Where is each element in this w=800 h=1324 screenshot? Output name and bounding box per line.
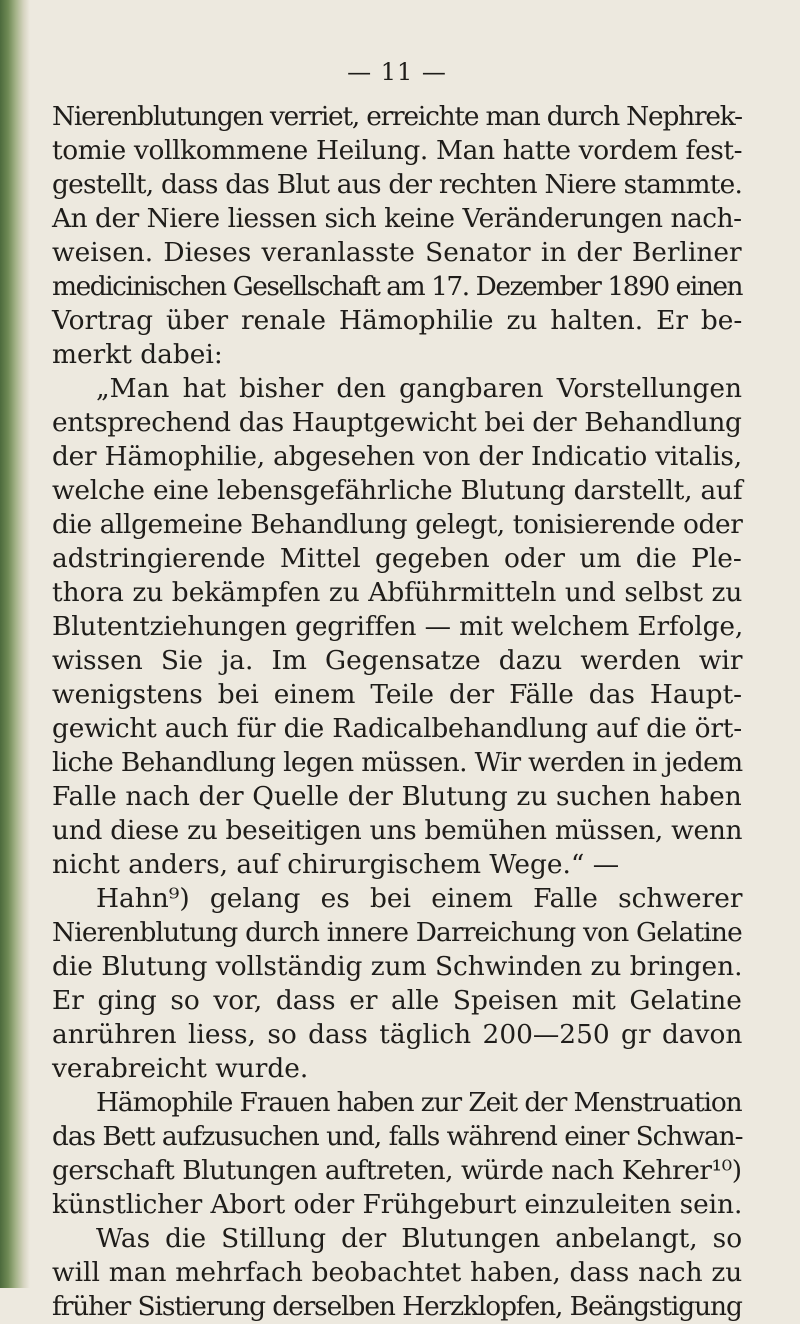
text-line: anrühren liess, so dass täglich 200—250 gr davon [52, 1019, 743, 1050]
text-line: der Hämophilie, abgesehen von der Indicatio vitalis, [52, 441, 742, 472]
text-line-paragraph-start: Hämophile Frauen haben zur Zeit der Menstruation [96, 1087, 742, 1118]
text-line: will man mehrfach beobachtet haben, dass nach zu [52, 1257, 743, 1288]
text-line: die allgemeine Behandlung gelegt, tonisierende oder [52, 509, 743, 540]
text-line: tomie vollkommene Heilung. Man hatte vordem fest- [52, 135, 743, 166]
text-line: und diese zu beseitigen uns bemühen müssen, wenn [52, 815, 743, 846]
page-number: — 11 — [347, 58, 447, 86]
text-line: wissen Sie ja. Im Gegensatze dazu werden wir [52, 645, 743, 676]
text-line-paragraph-start: „Man hat bisher den gangbaren Vorstellungen [96, 373, 742, 404]
text-line: nicht anders, auf chirurgischem Wege.“ — [52, 849, 620, 880]
text-line: früher Sistierung derselben Herzklopfen, Beängstigung [52, 1291, 742, 1322]
text-line: gerschaft Blutungen auftreten, würde nach Kehrer¹⁰) [52, 1155, 742, 1186]
text-line-paragraph-start: Hahn⁹) gelang es bei einem Falle schwerer [96, 883, 743, 914]
text-line: merkt dabei: [52, 339, 223, 370]
text-line: Nierenblutungen verriet, erreichte man durch Nephrek- [52, 101, 742, 132]
text-line: Falle nach der Quelle der Blutung zu suchen haben [52, 781, 742, 812]
text-line: welche eine lebensgefährliche Blutung darstellt, auf [52, 475, 743, 506]
text-line: Blutentziehungen gegriffen — mit welchem Erfolge, [52, 611, 744, 642]
text-line: künstlicher Abort oder Frühgeburt einzuleiten sein. [52, 1189, 743, 1220]
text-line: Vortrag über renale Hämophilie zu halten. Er be- [52, 305, 743, 336]
text-line: adstringierende Mittel gegeben oder um die Ple- [52, 543, 742, 574]
text-line: thora zu bekämpfen zu Abführmitteln und selbst zu [52, 577, 743, 608]
text-line: entsprechend das Hauptgewicht bei der Behandlung [52, 407, 742, 438]
text-line: medicinischen Gesellschaft am 17. Dezember 1890 einen [52, 271, 743, 302]
document-page [52, 52, 742, 1324]
text-line: die Blutung vollständig zum Schwinden zu bringen. [52, 951, 743, 982]
page-binding-edge [0, 0, 30, 1288]
text-line: wenigstens bei einem Teile der Fälle das Haupt- [52, 679, 743, 710]
text-line: das Bett aufzusuchen und, falls während einer Schwan- [52, 1121, 743, 1152]
text-line: An der Niere liessen sich keine Veränderungen nach- [52, 203, 742, 234]
text-line: gewicht auch für die Radicalbehandlung auf die ört- [52, 713, 742, 744]
text-line-paragraph-start: Was die Stillung der Blutungen anbelangt, so [96, 1223, 743, 1254]
text-line: weisen. Dieses veranlasste Senator in der Berliner [52, 237, 742, 268]
body-text [52, 100, 742, 1324]
text-line: Nierenblutung durch innere Darreichung von Gelatine [52, 917, 742, 948]
text-line: liche Behandlung legen müssen. Wir werden in jedem [52, 747, 743, 778]
text-line: verabreicht wurde. [52, 1053, 309, 1084]
text-line: gestellt, dass das Blut aus der rechten Niere stammte. [52, 169, 743, 200]
text-line: Er ging so vor, dass er alle Speisen mit Gelatine [52, 985, 742, 1016]
